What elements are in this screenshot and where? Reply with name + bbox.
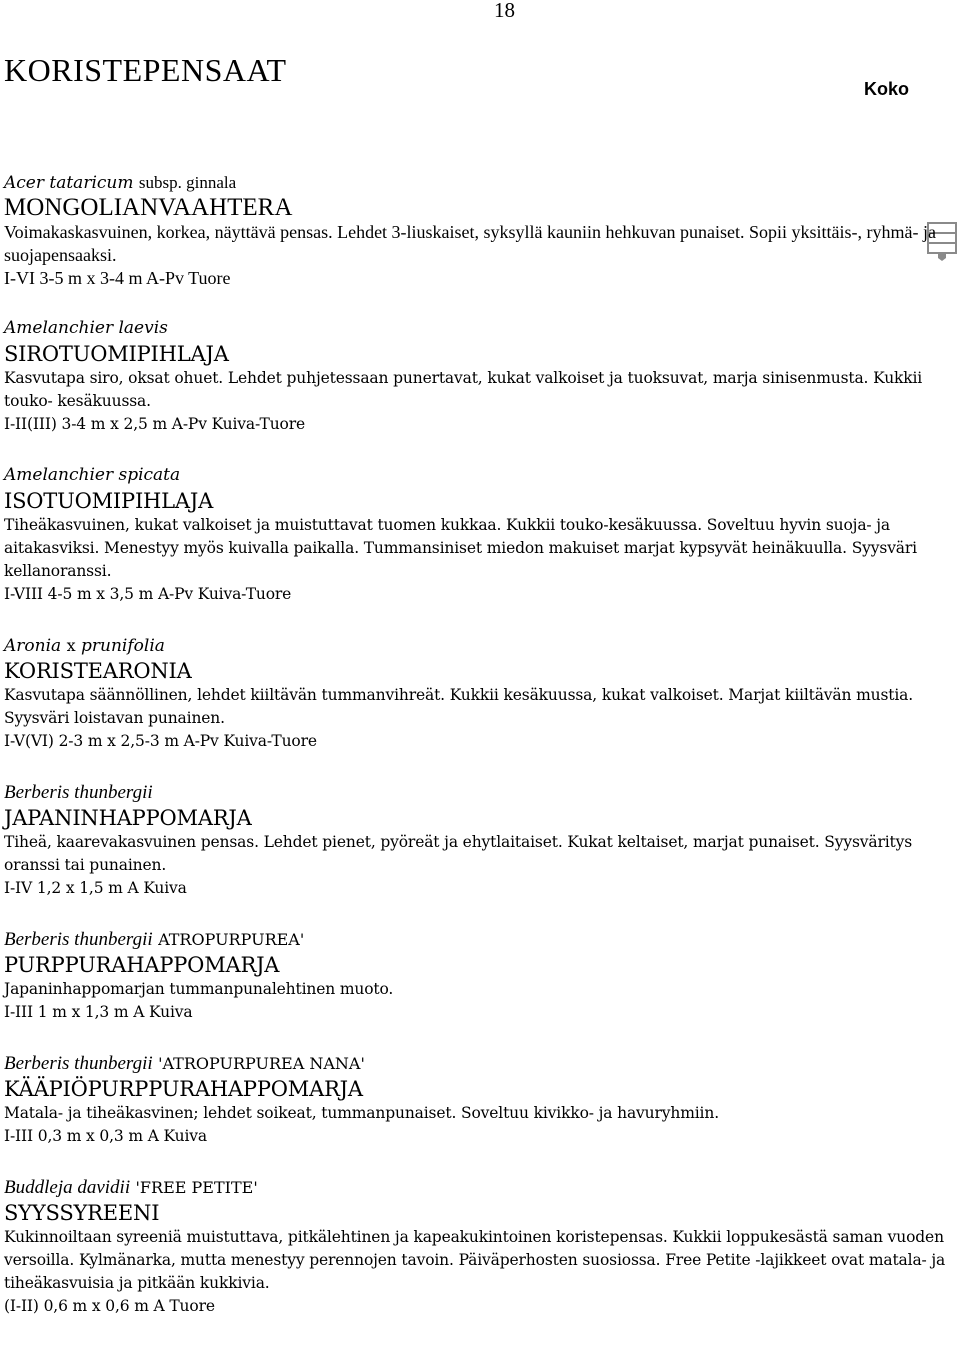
latin-genus-species: Berberis thunbergii	[4, 782, 153, 803]
latin-genus-species: Acer tataricum	[4, 173, 134, 193]
plant-description: Japaninhappomarjan tummanpunalehtinen muoto.	[4, 980, 394, 998]
latin-name	[4, 780, 956, 805]
latin-name	[4, 633, 956, 658]
plant-entry	[4, 170, 956, 290]
plant-size: I-III 1 m x 1,3 m A Kuiva	[4, 1003, 193, 1021]
latin-genus-species: Berberis thunbergii	[4, 929, 153, 950]
plant-description: Kukinnoiltaan syreeniä muistuttava, pitkälehtinen ja kapeakukintoinen koristepensas. Kukkii loppukesästä saman vuoden versoilla. Kylmänarka, mutta menestyy perennojen tavoin. Päiväperhosten suosiossa. Free Petite -lajikkeet ovat matala- ja tiheäkasvuisia ja pitkään kukkivia.	[4, 1228, 946, 1292]
plant-entry	[4, 1175, 956, 1318]
plant-description: Tiheä, kaarevakasvuinen pensas. Lehdet pienet, pyöreät ja ehytlaitaiset. Kukat keltaiset, marjat punaiset. Syysväritys oranssi tai punainen.	[4, 833, 913, 874]
plant-description: Voimakaskasvuinen, korkea, näyttävä pensas. Lehdet 3-liuskaiset, syksyllä kauniin hehkuvan punaiset. Sopii yksittäis-, ryhmä- ja suojapensaaksi.	[4, 222, 936, 265]
finnish-name: ISOTUOMIPIHLAJA	[4, 489, 214, 513]
page-title: KORISTEPENSAAT	[4, 52, 287, 88]
plant-size: I-III 0,3 m x 0,3 m A Kuiva	[4, 1127, 207, 1145]
plant-size: I-VIII 4-5 m x 3,5 m A-Pv Kuiva-Tuore	[4, 585, 292, 603]
finnish-name: PURPPURAHAPPOMARJA	[4, 953, 280, 977]
latin-subspecies: subsp. ginnala	[138, 173, 237, 192]
latin-name	[4, 1175, 956, 1200]
plant-description: Kasvutapa säännöllinen, lehdet kiiltävän tummanvihreät. Kukkii kesäkuussa, kukat valkoiset. Marjat kiiltävän mustia. Syysväri loistavan punainen.	[4, 686, 914, 727]
plant-size: I-VI 3-5 m x 3-4 m A-Pv Tuore	[4, 268, 231, 288]
plant-size: I-II(III) 3-4 m x 2,5 m A-Pv Kuiva-Tuore	[4, 415, 306, 433]
plant-entry	[4, 316, 956, 436]
size-column-label: Koko	[864, 79, 909, 99]
plant-entry	[4, 633, 956, 753]
latin-genus-species: Berberis thunbergii	[4, 1053, 153, 1074]
finnish-name: SIROTUOMIPIHLAJA	[4, 342, 229, 366]
finnish-name: MONGOLIANVAAHTERA	[4, 194, 293, 221]
cultivar-name: 'FREE PETITE'	[135, 1178, 258, 1197]
finnish-name: SYYSSYREENI	[4, 1201, 160, 1225]
plant-description: Tiheäkasvuinen, kukat valkoiset ja muistuttavat tuomen kukkaa. Kukkii touko-kesäkuussa. Soveltuu hyvin suoja- ja aitakasviksi. Menestyy myös kuivalla paikalla. Tummansiniset miedon makuiset marjat kypsyvät heinäkuulla. Syysväri kellanoranssi.	[4, 516, 917, 580]
finnish-name: KÄÄPIÖPURPPURAHAPPOMARJA	[4, 1077, 363, 1101]
latin-genus-species: Buddleja davidii	[4, 1177, 131, 1198]
plant-entry	[4, 780, 956, 900]
latin-name	[4, 170, 956, 195]
plant-list	[4, 170, 956, 1345]
plant-description: Kasvutapa siro, oksat ohuet. Lehdet puhjetessaan punertavat, kukat valkoiset ja tuoksuvat, marja sinisenmusta. Kukkii touko- kesäkuussa.	[4, 369, 923, 410]
finnish-name: JAPANINHAPPOMARJA	[4, 806, 252, 830]
plant-entry	[4, 927, 956, 1024]
finnish-name: KORISTEARONIA	[4, 659, 192, 683]
plant-size: I-IV 1,2 x 1,5 m A Kuiva	[4, 879, 187, 897]
plant-description: Matala- ja tiheäkasvinen; lehdet soikeat, tummanpunaiset. Soveltuu kivikko- ja havuryhmiin.	[4, 1104, 719, 1122]
latin-hybrid-x: x	[66, 636, 76, 655]
latin-species: prunifolia	[81, 636, 165, 656]
page-number: 18	[494, 0, 515, 22]
latin-name	[4, 927, 956, 952]
plant-size: (I-II) 0,6 m x 0,6 m A Tuore	[4, 1297, 215, 1315]
latin-name	[4, 1051, 956, 1076]
plant-entry	[4, 463, 956, 606]
cultivar-name: ATROPURPUREA'	[158, 930, 305, 949]
plant-size: I-V(VI) 2-3 m x 2,5-3 m A-Pv Kuiva-Tuore	[4, 732, 317, 750]
cultivar-name: 'ATROPURPUREA NANA'	[158, 1054, 365, 1073]
latin-name: Amelanchier spicata	[4, 465, 181, 485]
plant-entry	[4, 1051, 956, 1148]
latin-name: Amelanchier laevis	[4, 318, 168, 338]
latin-genus: Aronia	[4, 636, 62, 656]
